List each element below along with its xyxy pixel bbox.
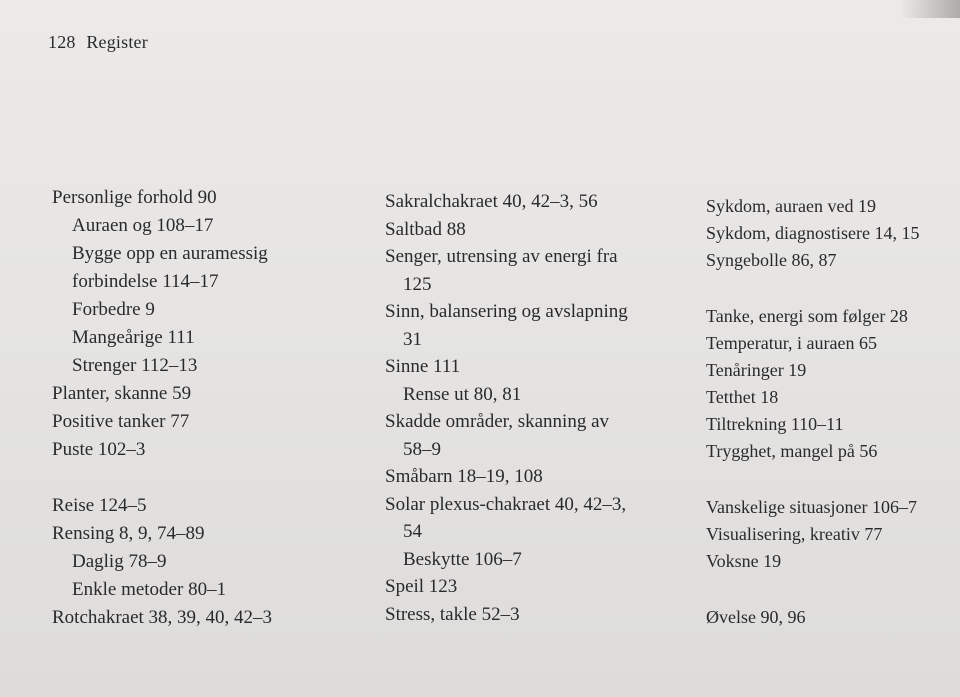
- index-entry: Personlige forhold 90: [52, 187, 217, 208]
- index-column-3: [706, 193, 956, 631]
- index-entry: Stress, takle 52–3: [385, 603, 520, 625]
- index-entry: Syngebolle 86, 87: [706, 250, 837, 270]
- index-entry: Sykdom, diagnostisere 14, 15: [706, 223, 920, 243]
- index-subentry: forbindelse 114–17: [72, 271, 219, 292]
- index-entry: Visualisering, kreativ 77: [706, 524, 883, 544]
- index-entry: Sakralchakraet 40, 42–3, 56: [385, 191, 598, 212]
- index-entry: Saltbad 88: [385, 218, 466, 240]
- page-number: 128: [48, 32, 76, 52]
- index-entry: Småbarn 18–19, 108: [385, 466, 543, 487]
- entry-gap: [706, 465, 956, 494]
- index-column-1: [52, 184, 372, 632]
- index-entry: Reise 124–5: [52, 495, 147, 516]
- index-entry-continuation: 31: [403, 328, 422, 350]
- index-entry: Sykdom, auraen ved 19: [706, 196, 876, 216]
- index-entry: Sinne 111: [385, 356, 461, 377]
- index-entry: Tenåringer 19: [706, 360, 807, 380]
- index-entry-continuation: 54: [403, 521, 422, 542]
- index-subentry: Rense ut 80, 81: [403, 383, 522, 405]
- index-subentry: Auraen og 108–17: [72, 215, 214, 236]
- index-entry: Øvelse 90, 96: [706, 607, 806, 627]
- index-entry: Planter, skanne 59: [52, 383, 192, 404]
- index-entry: Tanke, energi som følger 28: [706, 306, 908, 326]
- index-entry: Voksne 19: [706, 551, 782, 571]
- page-corner-shadow: [900, 0, 960, 18]
- index-entry-continuation: 125: [403, 273, 432, 295]
- entry-gap: [706, 575, 956, 604]
- index-subentry: Bygge opp en auramessig: [72, 243, 268, 264]
- index-entry: Speil 123: [385, 576, 458, 597]
- entry-gap: [706, 274, 956, 303]
- index-entry: Rotchakraet 38, 39, 40, 42–3: [52, 607, 273, 628]
- index-column-2: [385, 188, 685, 628]
- index-entry: Puste 102–3: [52, 439, 146, 460]
- entry-gap: [52, 464, 372, 492]
- index-subentry: Enkle metoder 80–1: [72, 579, 227, 600]
- index-entry: Positive tanker 77: [52, 411, 190, 432]
- index-entry: Temperatur, i auraen 65: [706, 333, 877, 353]
- running-header: [48, 32, 154, 53]
- index-entry: Tiltrekning 110–11: [706, 414, 844, 434]
- index-entry: Vanskelige situasjoner 106–7: [706, 497, 917, 517]
- index-entry: Solar plexus-chakraet 40, 42–3,: [385, 493, 627, 515]
- index-subentry: Daglig 78–9: [72, 551, 167, 572]
- index-subentry: Strenger 112–13: [72, 355, 198, 376]
- index-subentry: Beskytte 106–7: [403, 548, 522, 570]
- index-entry: Tetthet 18: [706, 387, 779, 407]
- index-entry: Sinn, balansering og avslapning: [385, 301, 628, 322]
- index-subentry: Mangeårige 111: [72, 327, 195, 348]
- index-entry: Trygghet, mangel på 56: [706, 441, 878, 461]
- page-title: Register: [86, 32, 148, 52]
- index-entry: Senger, utrensing av energi fra: [385, 246, 618, 267]
- index-entry: Skadde områder, skanning av: [385, 411, 610, 432]
- index-entry-continuation: 58–9: [403, 438, 441, 460]
- index-subentry: Forbedre 9: [72, 299, 155, 320]
- index-entry: Rensing 8, 9, 74–89: [52, 523, 205, 544]
